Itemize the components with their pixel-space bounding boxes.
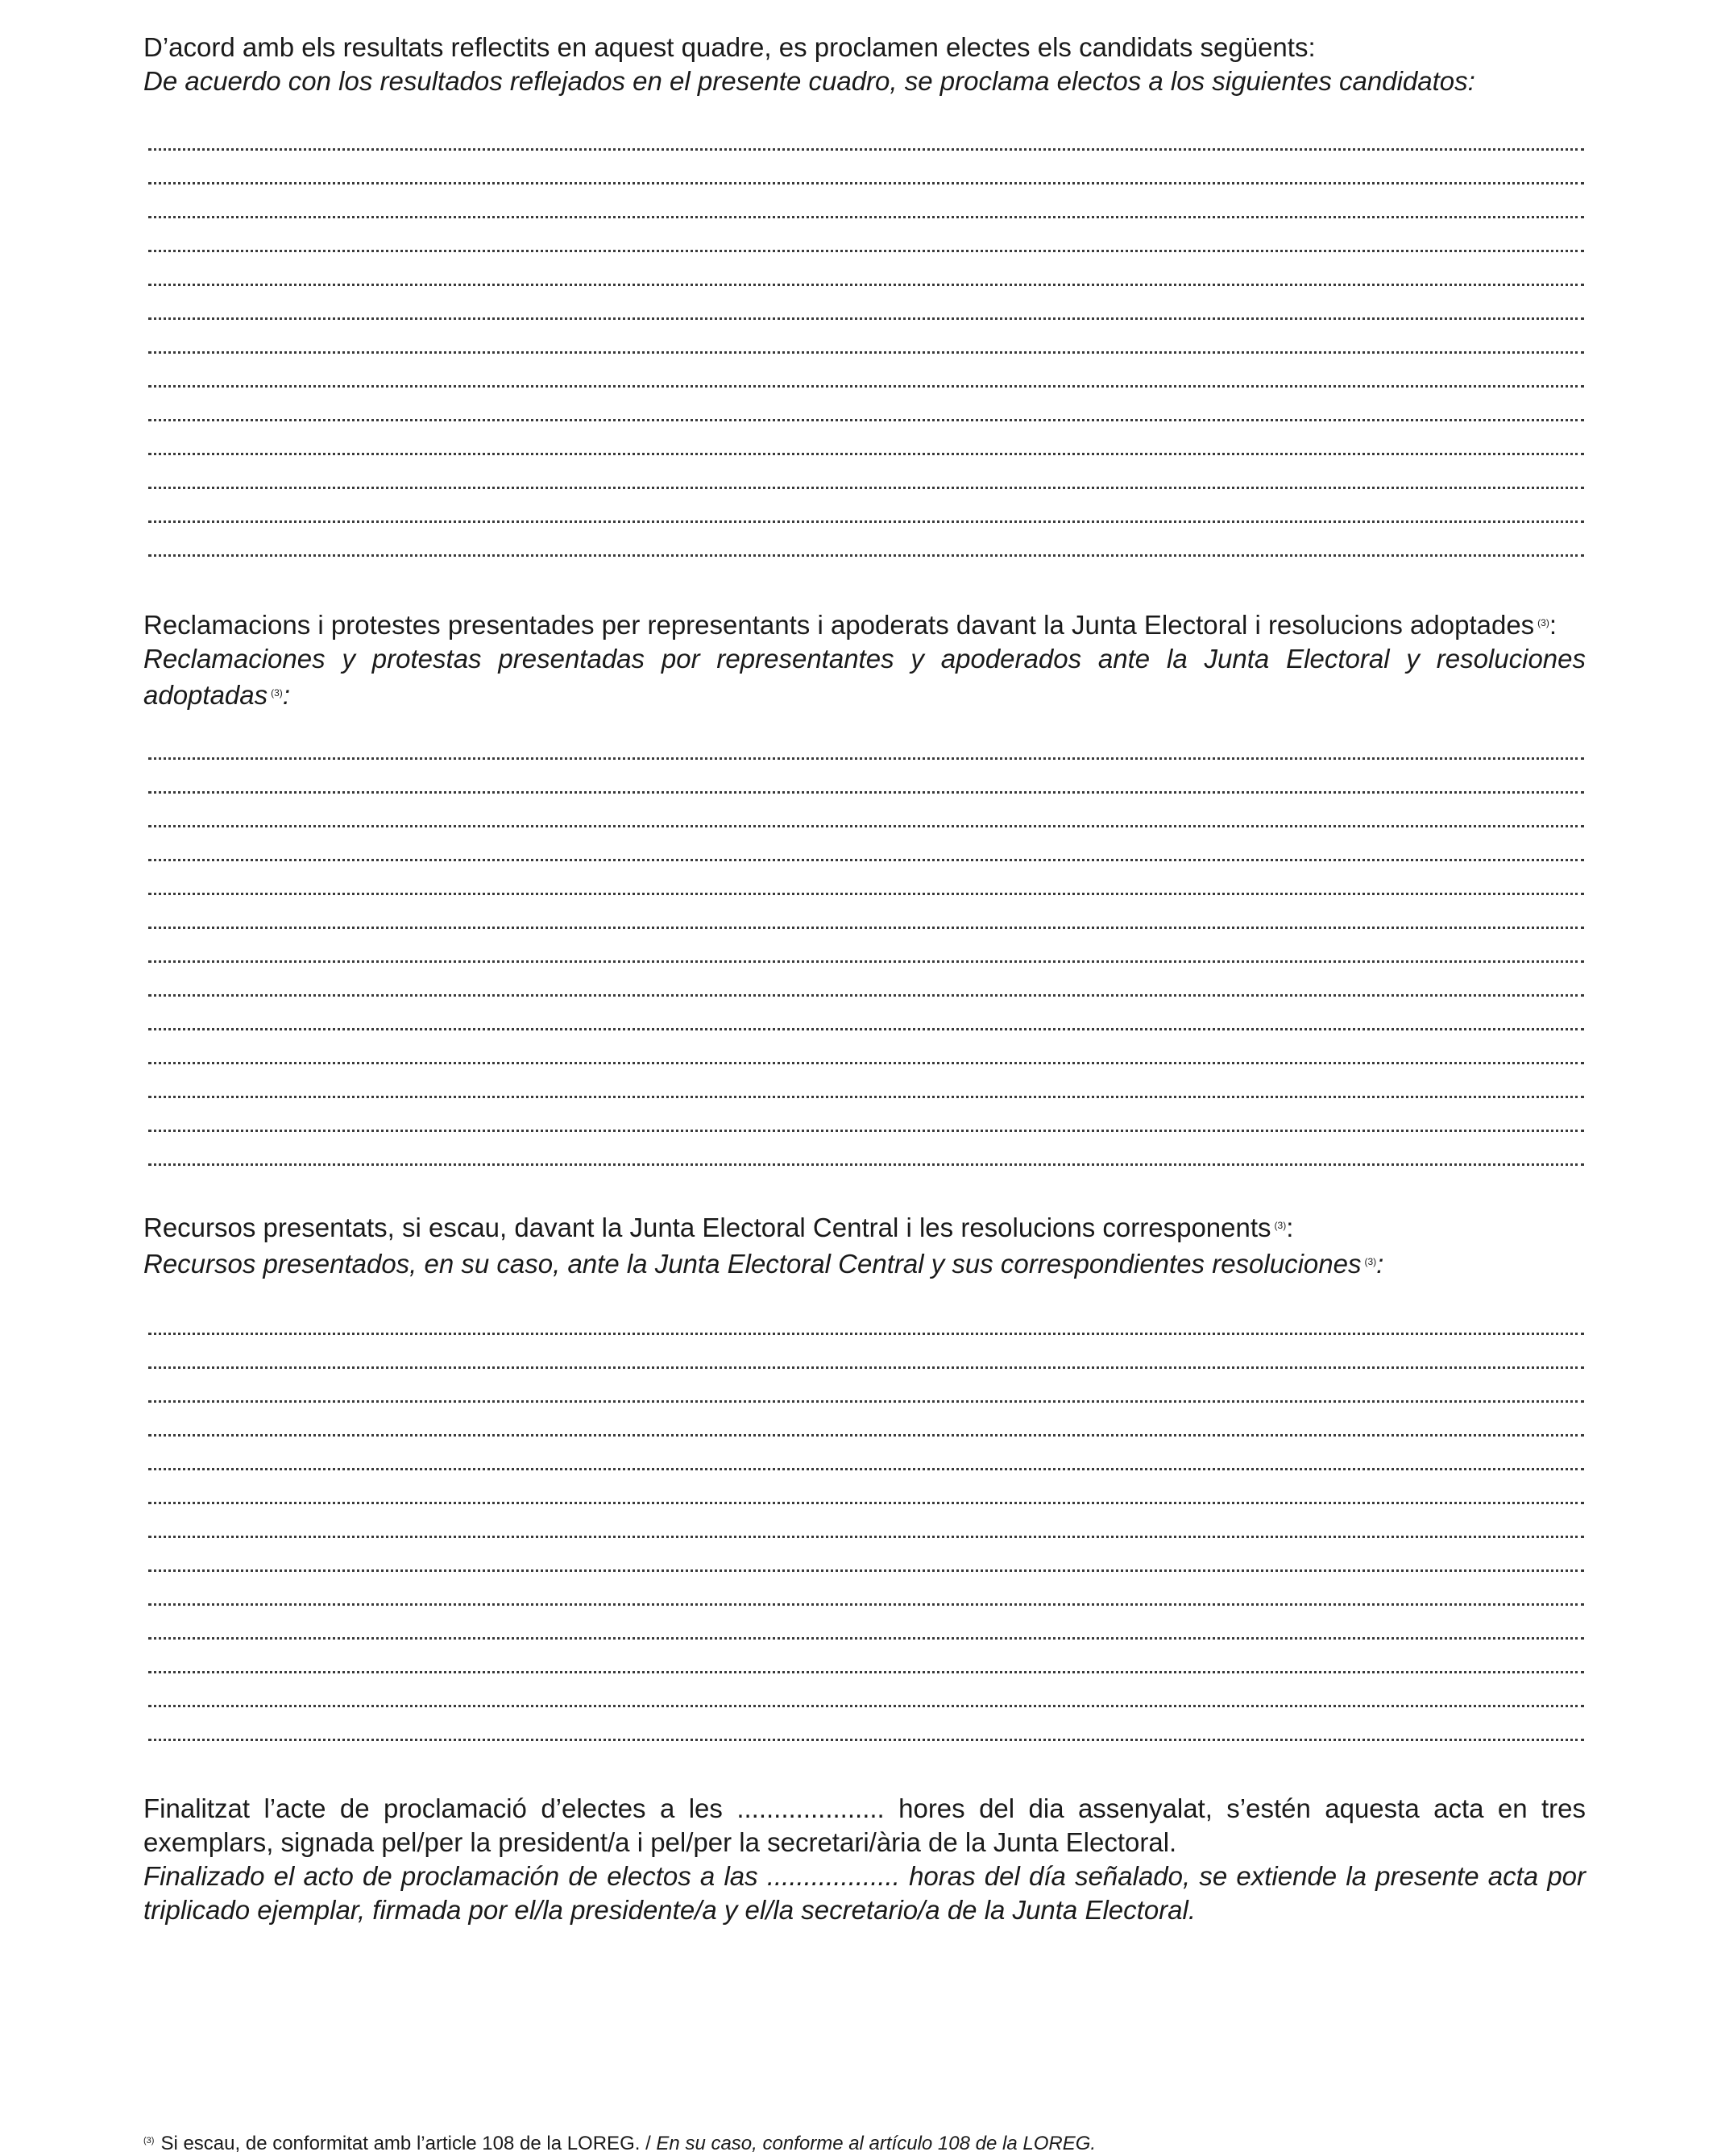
fill-in-line[interactable]: [148, 994, 1584, 997]
fill-in-line[interactable]: [148, 1096, 1584, 1098]
fill-in-line[interactable]: [148, 1028, 1584, 1030]
candidates-heading-ca: D’acord amb els resultats reflectits en aquest quadre, es proclamen electes els candidats següents:: [143, 32, 1316, 62]
fill-in-line[interactable]: [148, 1400, 1584, 1403]
closing-paragraph-es: Finalizado el acto de proclamación de electos a las .................. horas del día señalado, se extiende la presente acta por triplicado ejemplar, firmada por el/la presidente/a y el/la secretario/a de la Junta Electoral.: [143, 1861, 1586, 1925]
appeals-fill-lines: [148, 1333, 1584, 1772]
fill-in-line[interactable]: [148, 1434, 1584, 1437]
hour-blank[interactable]: ....................: [736, 1793, 885, 1823]
fill-in-line[interactable]: [148, 1333, 1584, 1335]
footnote-ref: (3): [1274, 1220, 1287, 1231]
footnote-ca: Si escau, de conformitat amb l’article 108 de la LOREG.: [160, 2133, 641, 2154]
fill-in-line[interactable]: [148, 148, 1584, 151]
footnote-es: En su caso, conforme al artículo 108 de la LOREG.: [656, 2133, 1097, 2154]
fill-in-line[interactable]: [148, 960, 1584, 963]
fill-in-line[interactable]: [148, 1705, 1584, 1707]
fill-in-line[interactable]: [148, 520, 1584, 523]
fill-in-line[interactable]: [148, 1603, 1584, 1606]
footnote-mark: (3): [143, 2136, 155, 2146]
fill-in-line[interactable]: [148, 453, 1584, 455]
fill-in-line[interactable]: [148, 1637, 1584, 1640]
fill-in-line[interactable]: [148, 1502, 1584, 1504]
fill-in-line[interactable]: [148, 1468, 1584, 1470]
appeals-heading-ca: Recursos presentats, si escau, davant la Junta Electoral Central i les resolucions corresponents: [143, 1213, 1271, 1242]
candidates-heading-es: De acuerdo con los resultados reflejados en el presente cuadro, se proclama electos a los siguientes candidatos:: [143, 66, 1475, 96]
fill-in-line[interactable]: [148, 825, 1584, 827]
fill-in-line[interactable]: [148, 284, 1584, 286]
fill-in-line[interactable]: [148, 1536, 1584, 1538]
fill-in-line[interactable]: [148, 1366, 1584, 1369]
fill-in-line[interactable]: [148, 1739, 1584, 1741]
fill-in-line[interactable]: [148, 250, 1584, 252]
fill-in-line[interactable]: [148, 385, 1584, 388]
fill-in-line[interactable]: [148, 554, 1584, 557]
footnote-ref: (3): [1364, 1256, 1377, 1267]
fill-in-line[interactable]: [148, 893, 1584, 895]
claims-heading: Reclamacions i protestes presentades per representants i apoderats davant la Junta Electoral i resolucions adoptades $^{(3)}$: Reclamaciones y protestas presentadas por representantes y apoderados ante la Junta Electoral y resoluciones adoptadas $^{(3)}$:: [143, 610, 1586, 710]
fill-in-line[interactable]: [148, 1130, 1584, 1132]
footnote: $^{(3)}$ Si escau, de conformitat amb l’article 108 de la LOREG. / En su caso, conforme al artículo 108 de la LOREG.: [143, 2133, 1097, 2154]
fill-in-line[interactable]: [148, 182, 1584, 185]
fill-in-line[interactable]: [148, 216, 1584, 218]
closing-paragraph-ca: Finalitzat l’acte de proclamació d’electes a les .................... hores del dia assenyalat, s’estén aquesta acta en tres exemplars, signada pel/per la president/a i pel/per la secretari/ària de la Junta Electoral.: [143, 1793, 1586, 1857]
footnote-ref: (3): [271, 687, 283, 699]
footnote-ref: (3): [1537, 617, 1549, 628]
fill-in-line[interactable]: [148, 757, 1584, 760]
fill-in-line[interactable]: [148, 791, 1584, 794]
appeals-heading: Recursos presentats, si escau, davant la Junta Electoral Central i les resolucions corresponents $^{(3)}$: Recursos presentados, en su caso, ante la Junta Electoral Central y sus correspondientes resoluciones $^{(3)}$:: [143, 1213, 1384, 1279]
fill-in-line[interactable]: [148, 317, 1584, 320]
candidates-fill-lines: [148, 148, 1584, 588]
fill-in-line[interactable]: [148, 351, 1584, 354]
fill-in-line[interactable]: [148, 859, 1584, 861]
candidates-heading: [143, 31, 1586, 98]
fill-in-line[interactable]: [148, 1062, 1584, 1064]
claims-heading-es: Reclamaciones y protestas presentadas por representantes y apoderados ante la Junta Electoral y resoluciones adoptadas: [143, 644, 1586, 710]
claims-fill-lines: [148, 757, 1584, 1197]
fill-in-line[interactable]: [148, 487, 1584, 489]
hour-blank[interactable]: ..................: [766, 1861, 900, 1891]
fill-in-line[interactable]: [148, 1671, 1584, 1673]
fill-in-line[interactable]: [148, 419, 1584, 421]
claims-heading-ca: Reclamacions i protestes presentades per representants i apoderats davant la Junta Electoral i resolucions adoptades: [143, 610, 1535, 640]
fill-in-line[interactable]: [148, 927, 1584, 929]
fill-in-line[interactable]: [148, 1569, 1584, 1572]
appeals-heading-es: Recursos presentados, en su caso, ante la Junta Electoral Central y sus correspondientes resoluciones: [143, 1249, 1362, 1279]
fill-in-line[interactable]: [148, 1163, 1584, 1166]
